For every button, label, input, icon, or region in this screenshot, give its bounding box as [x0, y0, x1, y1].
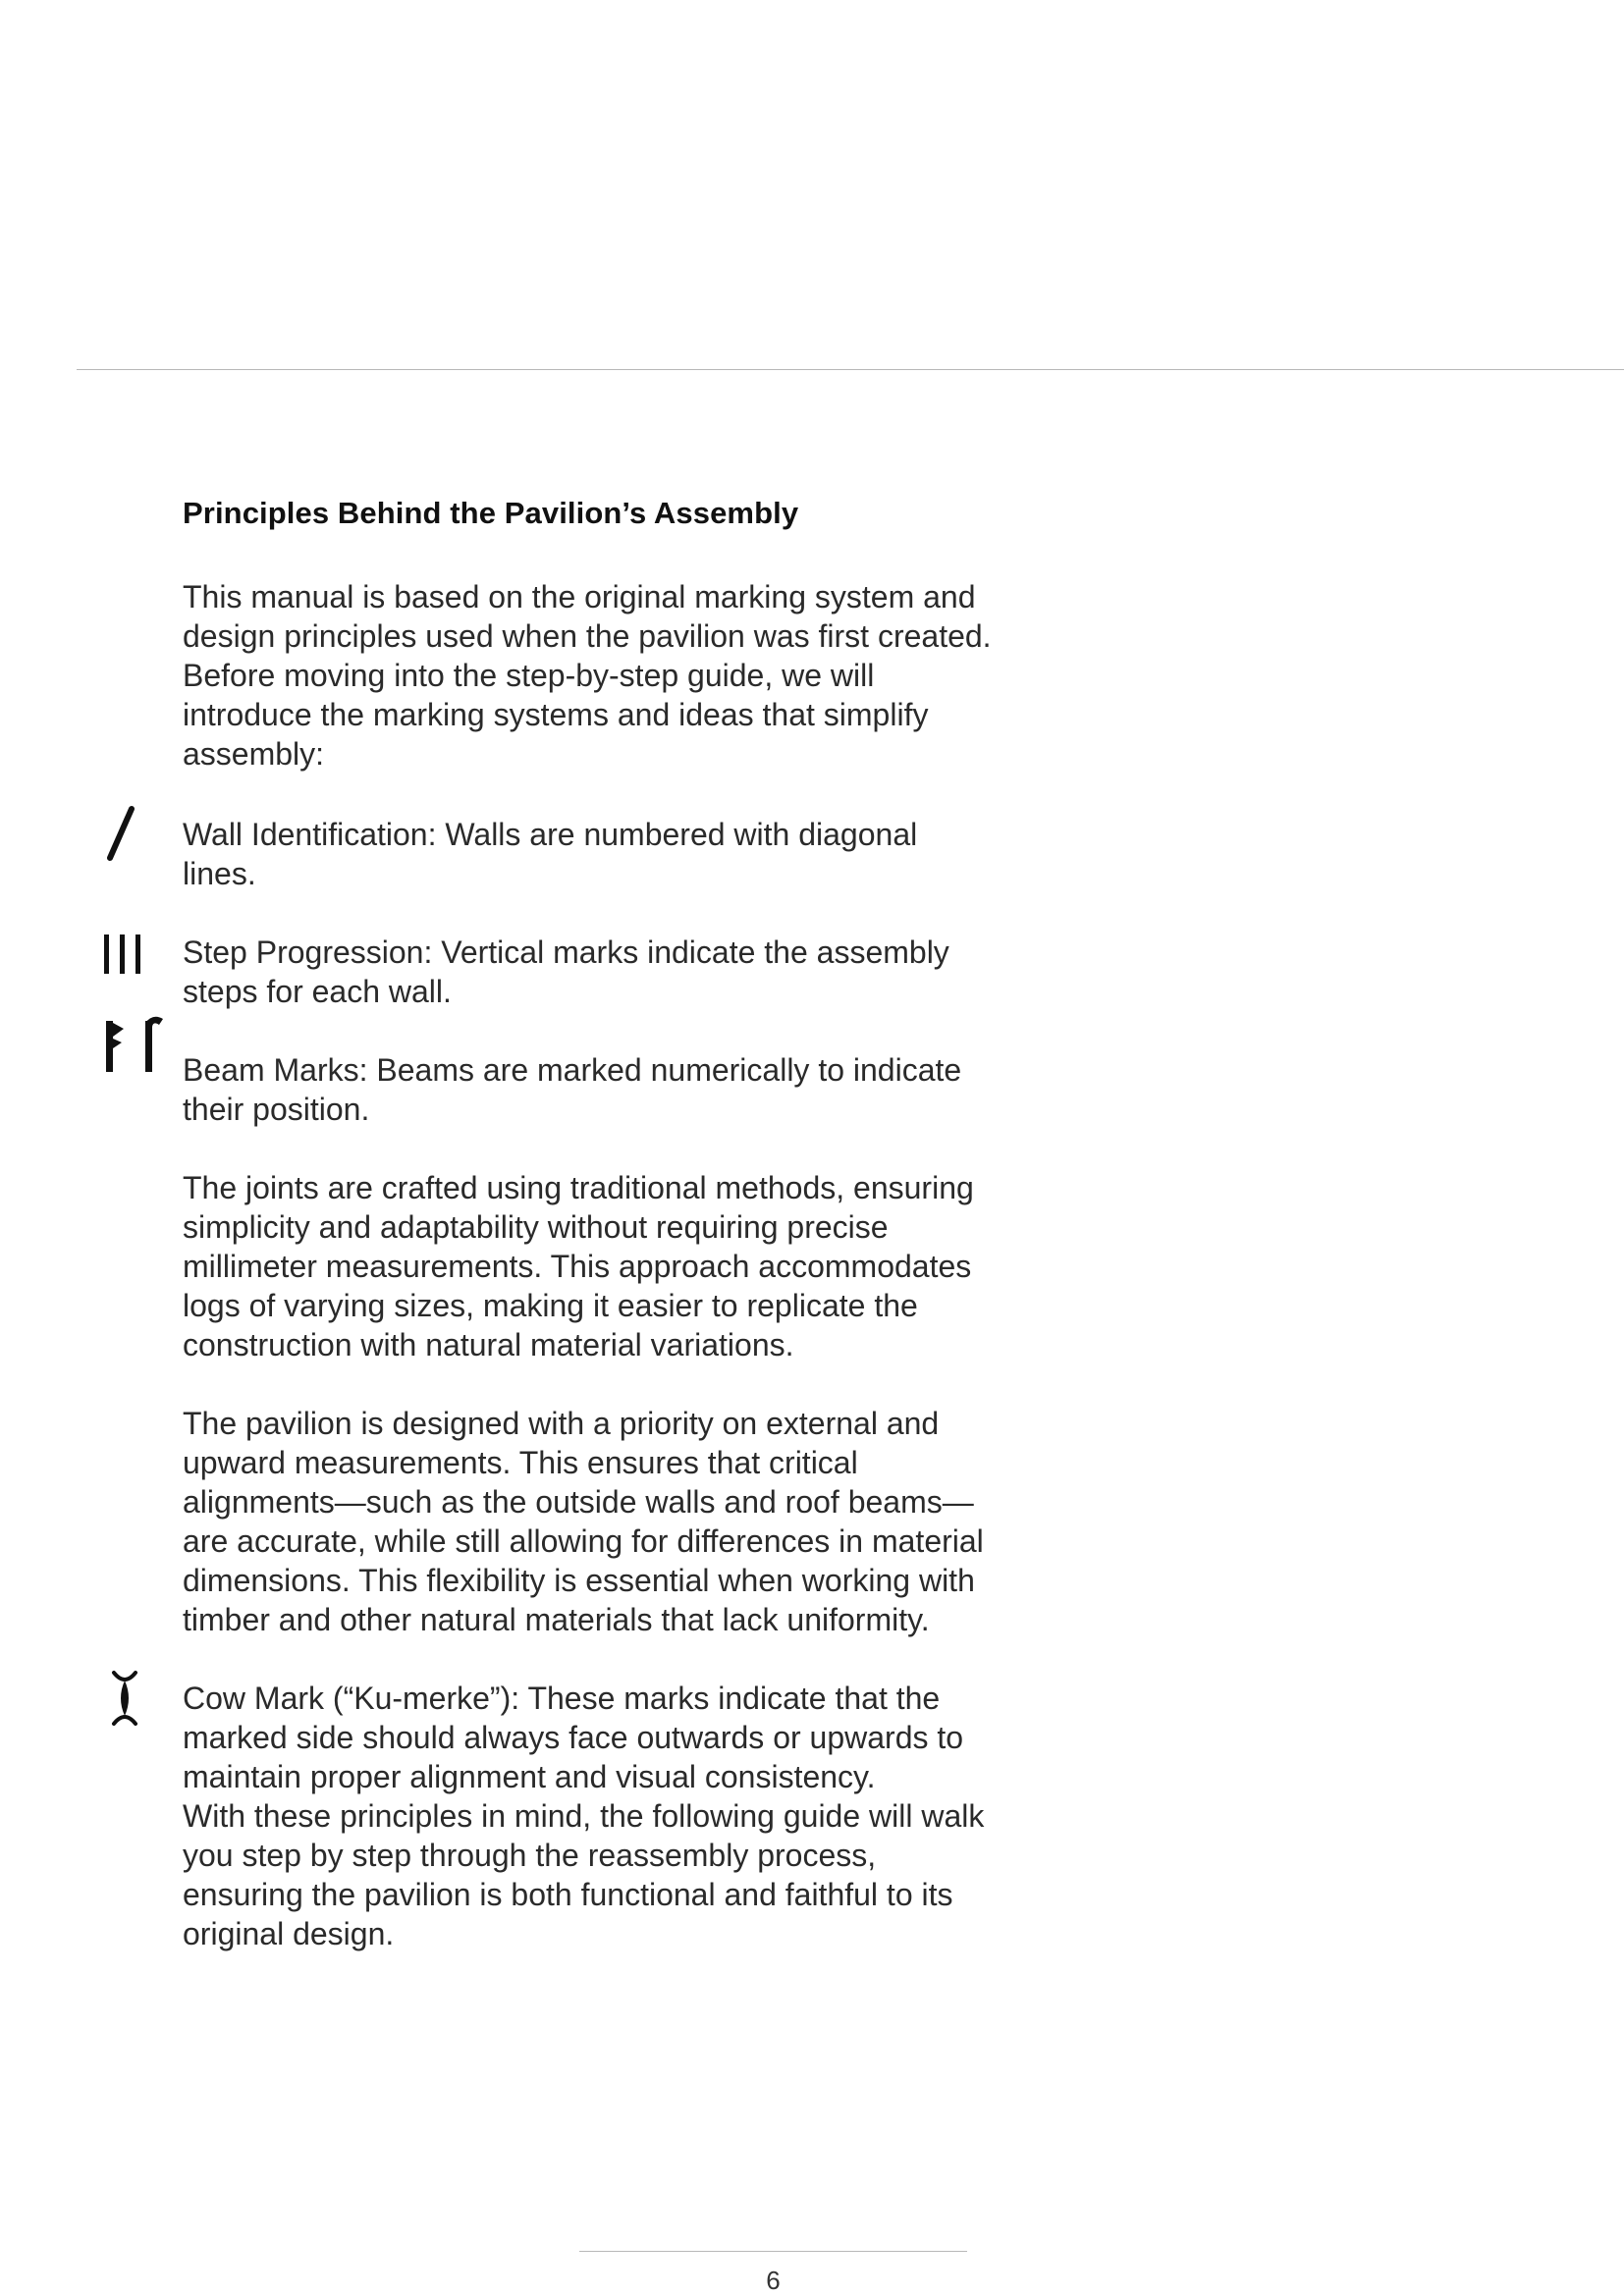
closing-paragraph: With these principles in mind, the following guide will walk you step by step through the reassembly process, ensuring the pavilion is both functional and faithful to its original design.	[183, 1798, 985, 1951]
cow-mark-icon	[110, 1669, 139, 1728]
beam-rune-marks-icon	[102, 1011, 171, 1076]
footer-divider	[579, 2251, 967, 2252]
wall-identification-text: Wall Identification: Walls are numbered with diagonal lines.	[183, 817, 918, 891]
step-progression-text: Step Progression: Vertical marks indicate the assembly steps for each wall.	[183, 934, 949, 1009]
intro-paragraph: This manual is based on the original marking system and design principles used when the pavilion was first created. Before moving into the step-by-step guide, we will introduce the marking systems and ideas that simplify assembly:	[183, 579, 992, 772]
diagonal-line-mark-icon	[102, 805, 141, 862]
beam-marks-text: Beam Marks: Beams are marked numerically to indicate their position.	[183, 1052, 962, 1127]
page-number: 6	[766, 2266, 781, 2295]
cow-mark-text: Cow Mark (“Ku-merke”): These marks indicate that the marked side should always face outwards or upwards to maintain proper alignment and visual consistency.	[183, 1681, 964, 1794]
page-title: Principles Behind the Pavilion’s Assembly	[183, 496, 799, 530]
joints-paragraph: The joints are crafted using traditional methods, ensuring simplicity and adaptability without requiring precise millimeter measurements. This approach accommodates logs of varying sizes, making it easier to replicate the construction with natural material variations.	[183, 1170, 974, 1362]
vertical-marks-icon	[102, 933, 147, 976]
header-divider	[77, 369, 1624, 370]
measurement-paragraph: The pavilion is designed with a priority on external and upward measurements. This ensures that critical alignments—such as the outside walls and roof beams—are accurate, while still allowing for differences in material dimensions. This flexibility is essential when working with timber and other natural materials that lack uniformity.	[183, 1406, 984, 1637]
